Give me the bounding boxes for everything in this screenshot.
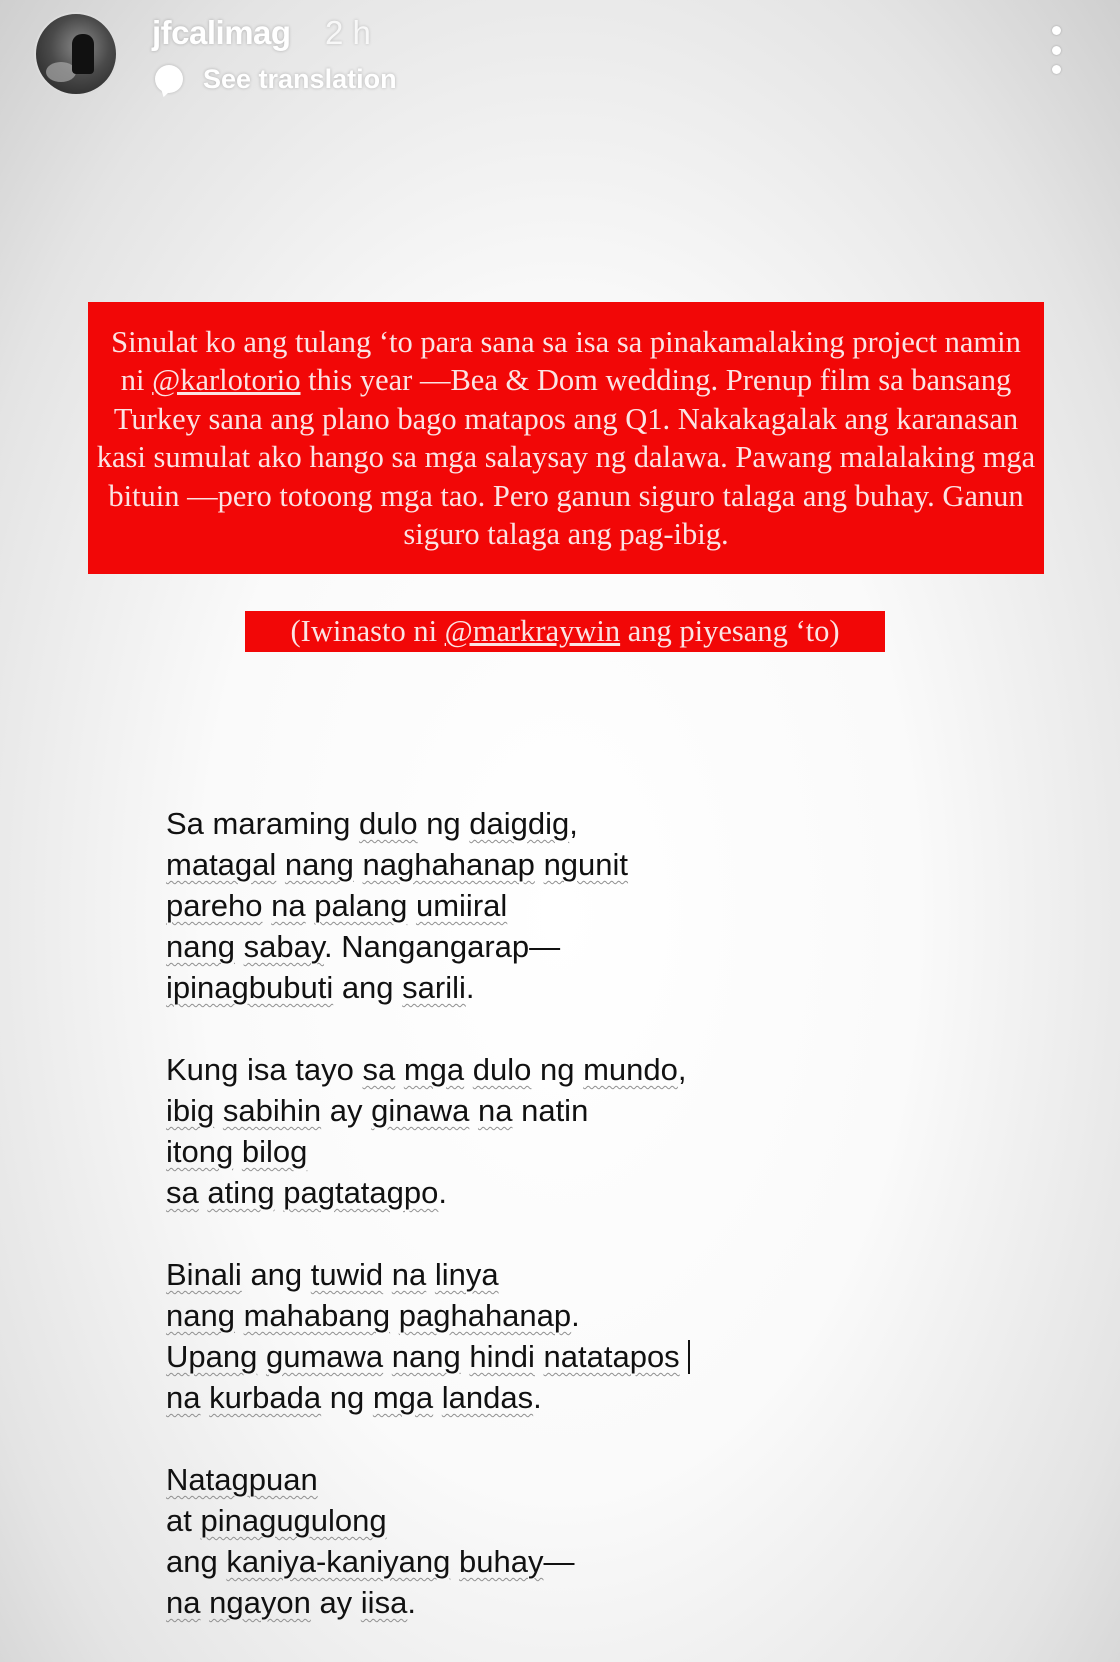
more-dot-icon [1052, 65, 1061, 74]
word: mga [372, 1380, 434, 1415]
word [469, 1093, 478, 1128]
poem-line [166, 1295, 690, 1336]
avatar-photo-figure [72, 34, 94, 74]
word: . [533, 1380, 542, 1415]
caption-text [96, 323, 1036, 554]
see-translation-button[interactable] [155, 62, 397, 96]
poem-line [166, 1377, 690, 1418]
poem-line [166, 885, 690, 926]
word: pagtatagpo [283, 1175, 439, 1210]
text-cursor [688, 1340, 690, 1374]
word: paghahanap [398, 1298, 572, 1333]
word: na [477, 1093, 513, 1128]
word: tuwid [310, 1257, 384, 1292]
poem-line [166, 1254, 690, 1295]
word [276, 847, 285, 882]
caption-text-start: Sinulat ko ang tulang ‘to para sana sa isa sa pinakamalaking project namin ni [111, 324, 1021, 397]
credit-box [245, 611, 885, 652]
word: , [677, 1052, 687, 1087]
word: linya [434, 1257, 499, 1292]
caption-box [88, 302, 1044, 574]
word [257, 1339, 266, 1374]
mention-markraywin[interactable]: @markraywin [444, 614, 621, 648]
word: . [465, 970, 475, 1005]
poem-line [166, 1459, 690, 1500]
caption-text-end: this year —Bea & Dom wedding. Prenup film sa bansang Turkey sana ang plano bago matapos ang Q1. Nakakagalak ang karanasan kasi sumulat ako hango sa mga salaysay ng dalawa. Pawang malalaking mga bituin —pero totoong mga tao. Pero ganun siguro talaga ang buhay. Ganun siguro talaga ang pag-ibig. [96, 363, 1036, 551]
word [464, 1052, 473, 1087]
word: pareho [166, 888, 263, 923]
word: naghahanap [362, 847, 535, 882]
word: dulo [472, 1052, 532, 1087]
poem-stanza-1 [166, 803, 690, 1008]
word [200, 1585, 209, 1620]
word: palang [314, 888, 408, 923]
word: . [438, 1175, 448, 1210]
word: ng [417, 806, 470, 841]
more-options-button[interactable] [1046, 26, 1066, 74]
word: ay [310, 1585, 361, 1620]
word [450, 1544, 459, 1579]
word: daigdig [469, 806, 570, 841]
word: Natagpuan [166, 1462, 318, 1497]
poem-stanza-3 [166, 1254, 690, 1418]
word: itong [166, 1134, 234, 1169]
word: , [569, 806, 578, 841]
word: at [166, 1503, 201, 1538]
word: landas [441, 1380, 534, 1415]
poem-line [166, 1049, 690, 1090]
post-time: 2 h [325, 14, 371, 51]
word: kaniya-kaniyang [226, 1544, 451, 1579]
word: mga [403, 1052, 465, 1087]
word: ipinagbubuti [166, 970, 334, 1005]
word: umiiral [415, 888, 508, 923]
word: ngunit [543, 847, 629, 882]
more-dot-icon [1052, 46, 1061, 55]
poem-line [166, 926, 690, 967]
word [383, 1257, 392, 1292]
word: ginawa [371, 1093, 470, 1128]
poem-line [166, 1336, 690, 1377]
word: ating [207, 1175, 275, 1210]
credit-prefix: (Iwinasto ni [290, 614, 445, 648]
credit-suffix: ang piyesang ‘to) [620, 614, 840, 648]
word [426, 1257, 435, 1292]
word: sa [362, 1052, 396, 1087]
word: Upang [166, 1339, 258, 1374]
word: gumawa [265, 1339, 384, 1374]
word [390, 1298, 399, 1333]
word: . Nangangarap [324, 929, 530, 964]
see-translation-label: See translation [203, 63, 397, 94]
word [233, 1134, 242, 1169]
avatar[interactable] [34, 12, 118, 96]
word [395, 1052, 404, 1087]
word [200, 1380, 209, 1415]
word: ay [321, 1093, 372, 1128]
word [407, 888, 416, 923]
word [306, 888, 315, 923]
poem-line [166, 844, 690, 885]
word [383, 1339, 392, 1374]
word: nang [391, 1339, 461, 1374]
word: . [571, 1298, 580, 1333]
word: Kung isa tayo [166, 1052, 363, 1087]
word: sarili [402, 970, 466, 1005]
word: — [529, 929, 561, 964]
word: . [407, 1585, 416, 1620]
word [354, 847, 363, 882]
poem-line [166, 1541, 690, 1582]
word [235, 929, 244, 964]
word [535, 847, 544, 882]
story-header [0, 0, 1120, 110]
word: nang [166, 1298, 235, 1333]
word: na [166, 1585, 201, 1620]
word: mahabang [243, 1298, 391, 1333]
word: ang [333, 970, 403, 1005]
word: Sa maraming [166, 806, 359, 841]
word [535, 1339, 544, 1374]
poem [166, 803, 690, 1623]
poem-line [166, 1500, 690, 1541]
word [214, 1093, 223, 1128]
word: matagal [166, 847, 277, 882]
word: buhay [459, 1544, 544, 1579]
word: ang [241, 1257, 311, 1292]
poem-line [166, 1090, 690, 1131]
word: nang [166, 929, 235, 964]
word: — [543, 1544, 575, 1579]
poem-line [166, 1582, 690, 1623]
poem-stanza-4 [166, 1459, 690, 1623]
word: ng [531, 1052, 584, 1087]
mention-karlotorio[interactable]: @karlotorio [152, 363, 301, 397]
word: ang [166, 1544, 227, 1579]
poem-line [166, 967, 690, 1008]
word: pinagugulong [200, 1503, 387, 1538]
speech-bubble-icon [155, 65, 183, 93]
word [263, 888, 272, 923]
word [275, 1175, 284, 1210]
word: kurbada [209, 1380, 322, 1415]
word: ng [321, 1380, 373, 1415]
word: nang [284, 847, 354, 882]
username[interactable]: jfcalimag [152, 14, 291, 51]
word: iisa [360, 1585, 408, 1620]
word: ngayon [209, 1585, 311, 1620]
word: bilog [241, 1134, 308, 1169]
word [235, 1298, 244, 1333]
poem-line [166, 803, 690, 844]
poem-stanza-2 [166, 1049, 690, 1213]
word [433, 1380, 442, 1415]
more-dot-icon [1052, 26, 1061, 35]
word: na [391, 1257, 427, 1292]
word: sa [166, 1175, 199, 1210]
poem-line [166, 1172, 690, 1213]
word: Binali [166, 1257, 242, 1292]
word: sabihin [222, 1093, 322, 1128]
word: na [271, 888, 306, 923]
word: sabay [243, 929, 325, 964]
word: natin [512, 1093, 589, 1128]
word: dulo [358, 806, 418, 841]
word: ibig [166, 1093, 215, 1128]
word: mundo [583, 1052, 678, 1087]
word: na [166, 1380, 201, 1415]
word: natatapos [543, 1339, 680, 1374]
word: hindi [469, 1339, 535, 1374]
poem-line [166, 1131, 690, 1172]
